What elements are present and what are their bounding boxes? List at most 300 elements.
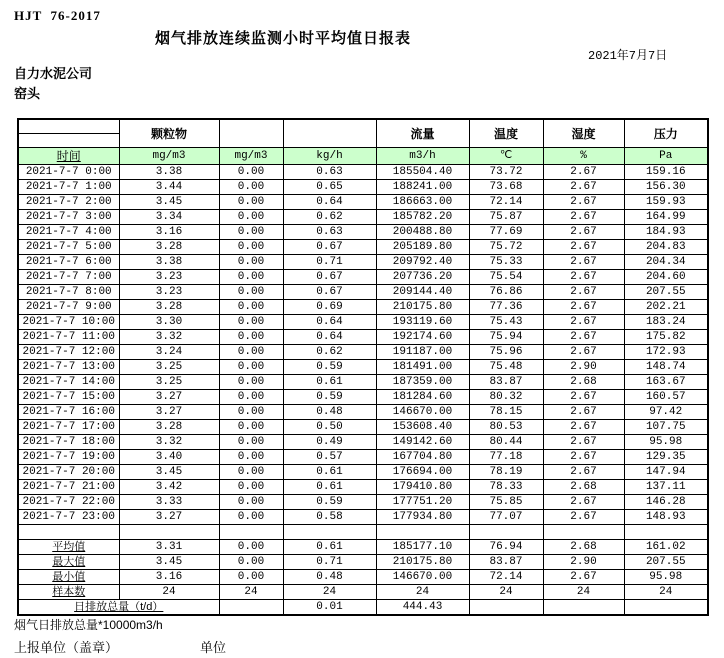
value-cell: 77.18	[469, 450, 543, 465]
unit-header-cell	[624, 148, 708, 165]
value-cell: 0.00	[219, 210, 283, 225]
value-cell: 3.40	[119, 450, 219, 465]
table-row	[18, 435, 708, 450]
daily-total-value-cell	[469, 600, 543, 616]
summary-value-cell: 0.61	[283, 540, 376, 555]
value-cell: 0.00	[219, 165, 283, 180]
empty-cell	[283, 525, 376, 540]
table-row	[18, 225, 708, 240]
summary-value-cell: 3.16	[119, 570, 219, 585]
summary-value-cell: 83.87	[469, 555, 543, 570]
report-date: 2021年7月7日	[588, 49, 668, 63]
summary-label: 平均值	[52, 541, 86, 553]
summary-value-cell: 24	[376, 585, 469, 600]
daily-total-value-cell	[219, 600, 283, 616]
time-cell: 2021-7-7 3:00	[18, 210, 119, 225]
value-cell: 3.28	[119, 300, 219, 315]
time-cell: 2021-7-7 20:00	[18, 465, 119, 480]
time-cell: 2021-7-7 11:00	[18, 330, 119, 345]
value-cell: 2.67	[543, 315, 624, 330]
value-cell: 0.61	[283, 465, 376, 480]
report-table	[17, 118, 709, 616]
value-cell: 153608.40	[376, 420, 469, 435]
summary-value-cell: 24	[219, 585, 283, 600]
value-cell: 0.00	[219, 465, 283, 480]
empty-header-bottom-cell	[19, 134, 119, 147]
value-cell: 0.48	[283, 405, 376, 420]
value-cell: 3.32	[119, 435, 219, 450]
value-cell: 185782.20	[376, 210, 469, 225]
table-row	[18, 300, 708, 315]
value-cell: 0.00	[219, 315, 283, 330]
time-cell: 2021-7-7 7:00	[18, 270, 119, 285]
value-cell: 0.64	[283, 315, 376, 330]
value-cell: 73.72	[469, 165, 543, 180]
value-cell: 3.45	[119, 465, 219, 480]
table-row	[18, 285, 708, 300]
unit-header-label: m3/h	[409, 150, 436, 162]
summary-value-cell: 0.00	[219, 570, 283, 585]
value-cell: 0.62	[283, 345, 376, 360]
value-cell: 147.94	[624, 465, 708, 480]
value-cell: 2.67	[543, 435, 624, 450]
value-cell: 209144.40	[376, 285, 469, 300]
report-unit-label: 上报单位（盖章）	[14, 640, 119, 655]
value-cell: 2.67	[543, 240, 624, 255]
value-cell: 2.67	[543, 450, 624, 465]
value-cell: 3.38	[119, 165, 219, 180]
table-row	[18, 375, 708, 390]
table-row	[18, 195, 708, 210]
summary-value-cell: 24	[469, 585, 543, 600]
value-cell: 0.67	[283, 285, 376, 300]
value-cell: 3.24	[119, 345, 219, 360]
value-cell: 0.00	[219, 180, 283, 195]
summary-label-cell	[18, 540, 119, 555]
value-cell: 2.67	[543, 285, 624, 300]
value-cell: 148.93	[624, 510, 708, 525]
table-row	[18, 315, 708, 330]
table-row	[18, 510, 708, 525]
unit-label: 单位	[200, 640, 227, 655]
time-cell: 2021-7-7 14:00	[18, 375, 119, 390]
value-cell: 0.00	[219, 195, 283, 210]
value-cell: 2.67	[543, 420, 624, 435]
value-cell: 146.28	[624, 495, 708, 510]
value-cell: 175.82	[624, 330, 708, 345]
summary-value-cell: 2.90	[543, 555, 624, 570]
value-cell: 75.87	[469, 210, 543, 225]
value-cell: 205189.80	[376, 240, 469, 255]
group-header-cell	[283, 119, 376, 148]
empty-cell	[219, 525, 283, 540]
value-cell: 72.14	[469, 195, 543, 210]
value-cell: 0.00	[219, 405, 283, 420]
empty-cell	[376, 525, 469, 540]
value-cell: 0.00	[219, 480, 283, 495]
value-cell: 186663.00	[376, 195, 469, 210]
value-cell: 3.28	[119, 240, 219, 255]
unit-header-cell	[219, 148, 283, 165]
value-cell: 159.16	[624, 165, 708, 180]
time-cell: 2021-7-7 19:00	[18, 450, 119, 465]
table-unit-row	[18, 148, 708, 165]
value-cell: 3.16	[119, 225, 219, 240]
table-empty-row	[18, 525, 708, 540]
table-row	[18, 405, 708, 420]
table-summary-row	[18, 540, 708, 555]
value-cell: 3.33	[119, 495, 219, 510]
value-cell: 75.94	[469, 330, 543, 345]
value-cell: 191187.00	[376, 345, 469, 360]
daily-total-label-cell	[18, 600, 219, 616]
value-cell: 0.00	[219, 495, 283, 510]
value-cell: 159.93	[624, 195, 708, 210]
daily-total-value-cell: 444.43	[376, 600, 469, 616]
value-cell: 0.00	[219, 435, 283, 450]
value-cell: 75.48	[469, 360, 543, 375]
value-cell: 0.67	[283, 240, 376, 255]
value-cell: 202.21	[624, 300, 708, 315]
value-cell: 107.75	[624, 420, 708, 435]
page-title: 烟气排放连续监测小时平均值日报表	[155, 30, 412, 47]
group-header-cell: 温度	[469, 119, 543, 148]
summary-value-cell: 146670.00	[376, 570, 469, 585]
value-cell: 83.87	[469, 375, 543, 390]
value-cell: 0.59	[283, 360, 376, 375]
empty-cell	[119, 525, 219, 540]
value-cell: 192174.60	[376, 330, 469, 345]
value-cell: 181284.60	[376, 390, 469, 405]
value-cell: 3.34	[119, 210, 219, 225]
company-name: 自力水泥公司	[14, 66, 93, 81]
value-cell: 0.00	[219, 510, 283, 525]
value-cell: 75.72	[469, 240, 543, 255]
time-cell: 2021-7-7 8:00	[18, 285, 119, 300]
table-summary-row	[18, 570, 708, 585]
summary-value-cell: 76.94	[469, 540, 543, 555]
value-cell: 97.42	[624, 405, 708, 420]
summary-value-cell: 0.00	[219, 540, 283, 555]
value-cell: 163.67	[624, 375, 708, 390]
value-cell: 0.49	[283, 435, 376, 450]
value-cell: 0.58	[283, 510, 376, 525]
value-cell: 2.67	[543, 195, 624, 210]
value-cell: 0.65	[283, 180, 376, 195]
summary-value-cell: 24	[119, 585, 219, 600]
time-cell: 2021-7-7 5:00	[18, 240, 119, 255]
value-cell: 148.74	[624, 360, 708, 375]
summary-value-cell: 24	[624, 585, 708, 600]
value-cell: 3.25	[119, 375, 219, 390]
value-cell: 164.99	[624, 210, 708, 225]
value-cell: 207736.20	[376, 270, 469, 285]
value-cell: 179410.80	[376, 480, 469, 495]
value-cell: 0.00	[219, 390, 283, 405]
table-row	[18, 240, 708, 255]
value-cell: 0.00	[219, 330, 283, 345]
value-cell: 204.34	[624, 255, 708, 270]
value-cell: 77.36	[469, 300, 543, 315]
value-cell: 2.67	[543, 270, 624, 285]
time-cell: 2021-7-7 15:00	[18, 390, 119, 405]
footer-note: 烟气日排放总量*10000m3/h	[14, 618, 163, 632]
value-cell: 2.67	[543, 510, 624, 525]
value-cell: 2.67	[543, 390, 624, 405]
table-row	[18, 495, 708, 510]
value-cell: 0.59	[283, 495, 376, 510]
value-cell: 0.00	[219, 360, 283, 375]
time-cell: 2021-7-7 2:00	[18, 195, 119, 210]
value-cell: 137.11	[624, 480, 708, 495]
table-row	[18, 330, 708, 345]
value-cell: 2.67	[543, 465, 624, 480]
value-cell: 3.32	[119, 330, 219, 345]
value-cell: 2.67	[543, 225, 624, 240]
summary-value-cell: 0.48	[283, 570, 376, 585]
value-cell: 185504.40	[376, 165, 469, 180]
value-cell: 2.67	[543, 180, 624, 195]
value-cell: 129.35	[624, 450, 708, 465]
value-cell: 0.00	[219, 225, 283, 240]
value-cell: 2.67	[543, 210, 624, 225]
time-cell: 2021-7-7 6:00	[18, 255, 119, 270]
value-cell: 0.61	[283, 480, 376, 495]
unit-header-label: Pa	[659, 150, 673, 162]
value-cell: 0.69	[283, 300, 376, 315]
time-cell: 2021-7-7 22:00	[18, 495, 119, 510]
value-cell: 156.30	[624, 180, 708, 195]
value-cell: 2.67	[543, 255, 624, 270]
daily-total-value-cell	[624, 600, 708, 616]
summary-value-cell: 95.98	[624, 570, 708, 585]
value-cell: 0.63	[283, 165, 376, 180]
value-cell: 193119.60	[376, 315, 469, 330]
value-cell: 2.67	[543, 495, 624, 510]
value-cell: 80.44	[469, 435, 543, 450]
value-cell: 75.85	[469, 495, 543, 510]
time-cell: 2021-7-7 16:00	[18, 405, 119, 420]
summary-value-cell: 3.31	[119, 540, 219, 555]
summary-value-cell: 161.02	[624, 540, 708, 555]
value-cell: 3.42	[119, 480, 219, 495]
value-cell: 3.45	[119, 195, 219, 210]
doc-code: HJT 76-2017	[14, 8, 101, 23]
time-header-cell	[18, 148, 119, 165]
value-cell: 73.68	[469, 180, 543, 195]
table-row	[18, 165, 708, 180]
table-row	[18, 480, 708, 495]
value-cell: 210175.80	[376, 300, 469, 315]
value-cell: 172.93	[624, 345, 708, 360]
table-row	[18, 450, 708, 465]
summary-value-cell: 2.67	[543, 570, 624, 585]
value-cell: 0.00	[219, 240, 283, 255]
group-header-cell: 颗粒物	[119, 119, 219, 148]
value-cell: 177751.20	[376, 495, 469, 510]
value-cell: 77.69	[469, 225, 543, 240]
summary-label-cell	[18, 555, 119, 570]
value-cell: 181491.00	[376, 360, 469, 375]
time-cell: 2021-7-7 1:00	[18, 180, 119, 195]
unit-header-cell	[283, 148, 376, 165]
table-daily-total-row	[18, 600, 708, 616]
table-row	[18, 390, 708, 405]
time-cell: 2021-7-7 10:00	[18, 315, 119, 330]
table-row	[18, 420, 708, 435]
value-cell: 0.00	[219, 450, 283, 465]
value-cell: 76.86	[469, 285, 543, 300]
value-cell: 0.00	[219, 375, 283, 390]
value-cell: 0.61	[283, 375, 376, 390]
summary-value-cell: 72.14	[469, 570, 543, 585]
value-cell: 75.96	[469, 345, 543, 360]
value-cell: 187359.00	[376, 375, 469, 390]
value-cell: 2.67	[543, 165, 624, 180]
time-cell: 2021-7-7 12:00	[18, 345, 119, 360]
value-cell: 177934.80	[376, 510, 469, 525]
summary-label-cell	[18, 570, 119, 585]
daily-total-value-cell	[543, 600, 624, 616]
table-row	[18, 210, 708, 225]
value-cell: 188241.00	[376, 180, 469, 195]
value-cell: 0.64	[283, 330, 376, 345]
value-cell: 0.50	[283, 420, 376, 435]
group-header-cell: 压力	[624, 119, 708, 148]
summary-label: 最小值	[52, 571, 86, 583]
time-cell: 2021-7-7 13:00	[18, 360, 119, 375]
value-cell: 184.93	[624, 225, 708, 240]
value-cell: 0.71	[283, 255, 376, 270]
value-cell: 0.62	[283, 210, 376, 225]
value-cell: 209792.40	[376, 255, 469, 270]
time-cell: 2021-7-7 4:00	[18, 225, 119, 240]
value-cell: 0.00	[219, 420, 283, 435]
time-cell: 2021-7-7 18:00	[18, 435, 119, 450]
empty-cell	[624, 525, 708, 540]
group-header-cell	[219, 119, 283, 148]
value-cell: 3.30	[119, 315, 219, 330]
table-row	[18, 465, 708, 480]
value-cell: 0.57	[283, 450, 376, 465]
summary-label: 样本数	[52, 586, 86, 598]
value-cell: 3.23	[119, 270, 219, 285]
value-cell: 95.98	[624, 435, 708, 450]
unit-header-label: kg/h	[316, 150, 343, 162]
table-row	[18, 255, 708, 270]
empty-cell	[469, 525, 543, 540]
summary-value-cell: 185177.10	[376, 540, 469, 555]
value-cell: 3.23	[119, 285, 219, 300]
value-cell: 75.54	[469, 270, 543, 285]
summary-label-cell	[18, 585, 119, 600]
empty-header-top-cell	[19, 120, 119, 134]
value-cell: 207.55	[624, 285, 708, 300]
summary-value-cell: 207.55	[624, 555, 708, 570]
table-row	[18, 345, 708, 360]
value-cell: 0.64	[283, 195, 376, 210]
value-cell: 3.44	[119, 180, 219, 195]
unit-header-cell	[543, 148, 624, 165]
value-cell: 149142.60	[376, 435, 469, 450]
value-cell: 204.83	[624, 240, 708, 255]
value-cell: 0.67	[283, 270, 376, 285]
summary-value-cell: 0.71	[283, 555, 376, 570]
table-group-header-row	[18, 119, 708, 148]
value-cell: 3.25	[119, 360, 219, 375]
value-cell: 160.57	[624, 390, 708, 405]
time-cell: 2021-7-7 0:00	[18, 165, 119, 180]
summary-value-cell: 0.00	[219, 555, 283, 570]
table-row	[18, 180, 708, 195]
unit-header-label: mg/m3	[234, 150, 268, 162]
summary-value-cell: 210175.80	[376, 555, 469, 570]
time-cell: 2021-7-7 21:00	[18, 480, 119, 495]
value-cell: 2.90	[543, 360, 624, 375]
value-cell: 146670.00	[376, 405, 469, 420]
station-name: 窑头	[14, 86, 41, 101]
daily-total-value-cell: 0.01	[283, 600, 376, 616]
value-cell: 183.24	[624, 315, 708, 330]
value-cell: 2.67	[543, 330, 624, 345]
value-cell: 2.67	[543, 345, 624, 360]
value-cell: 3.27	[119, 405, 219, 420]
value-cell: 200488.80	[376, 225, 469, 240]
empty-cell	[18, 525, 119, 540]
summary-value-cell: 3.45	[119, 555, 219, 570]
value-cell: 2.67	[543, 300, 624, 315]
summary-value-cell: 24	[543, 585, 624, 600]
table-summary-row	[18, 585, 708, 600]
value-cell: 2.68	[543, 480, 624, 495]
unit-header-cell	[119, 148, 219, 165]
table-row	[18, 270, 708, 285]
unit-header-cell	[469, 148, 543, 165]
value-cell: 0.63	[283, 225, 376, 240]
value-cell: 0.00	[219, 270, 283, 285]
value-cell: 0.59	[283, 390, 376, 405]
value-cell: 3.27	[119, 390, 219, 405]
value-cell: 0.00	[219, 300, 283, 315]
unit-header-label: mg/m3	[152, 150, 186, 162]
unit-header-label: %	[580, 150, 587, 162]
time-cell: 2021-7-7 9:00	[18, 300, 119, 315]
summary-value-cell: 24	[283, 585, 376, 600]
value-cell: 167704.80	[376, 450, 469, 465]
value-cell: 80.53	[469, 420, 543, 435]
value-cell: 2.68	[543, 375, 624, 390]
unit-header-label: 时间	[56, 149, 81, 163]
value-cell: 176694.00	[376, 465, 469, 480]
value-cell: 78.15	[469, 405, 543, 420]
time-column-split-header	[18, 119, 119, 148]
summary-label: 最大值	[52, 556, 86, 568]
value-cell: 75.43	[469, 315, 543, 330]
table-summary-row	[18, 555, 708, 570]
value-cell: 78.19	[469, 465, 543, 480]
group-header-cell: 流量	[376, 119, 469, 148]
value-cell: 80.32	[469, 390, 543, 405]
daily-total-label: 日排放总量（t/d）	[74, 601, 164, 613]
value-cell: 204.60	[624, 270, 708, 285]
value-cell: 78.33	[469, 480, 543, 495]
value-cell: 3.28	[119, 420, 219, 435]
value-cell: 3.27	[119, 510, 219, 525]
value-cell: 75.33	[469, 255, 543, 270]
summary-value-cell: 2.68	[543, 540, 624, 555]
empty-cell	[543, 525, 624, 540]
value-cell: 0.00	[219, 345, 283, 360]
